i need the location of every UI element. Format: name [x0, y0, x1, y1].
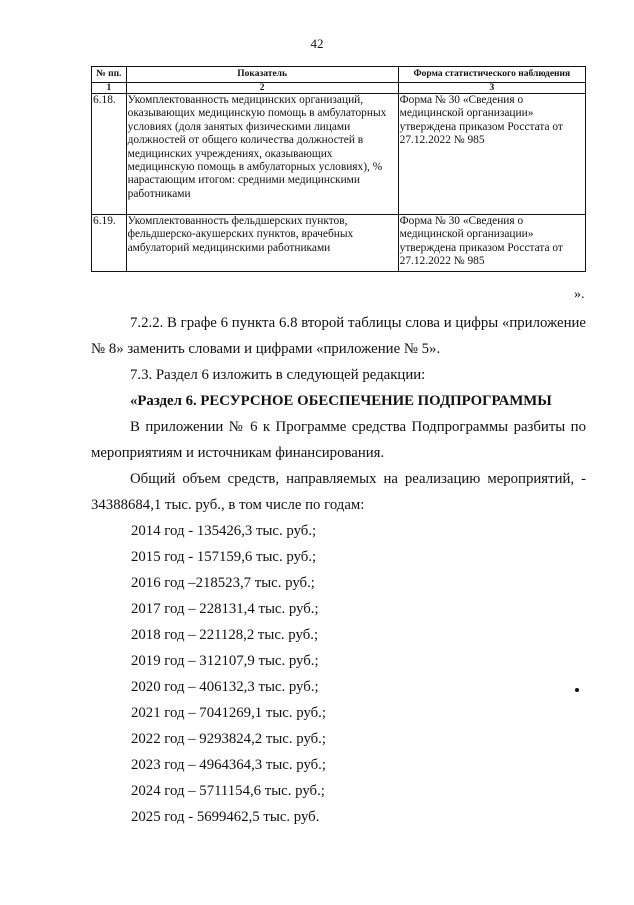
paragraph-total-line2: 34388684,1 тыс. руб., в том числе по годам:	[91, 497, 365, 513]
paragraph-7-3: 7.3. Раздел 6 изложить в следующей редакции:	[130, 367, 426, 383]
row-form: Форма № 30 «Сведения о медицинской организации» утверждена приказом Росстата от 27.12.2022 № 985	[398, 215, 585, 272]
year-amount-line: 2015 год - 157159,6 тыс. руб.;	[131, 549, 317, 565]
page-number: 42	[310, 36, 324, 51]
year-amount-line: 2020 год – 406132,3 тыс. руб.;	[131, 679, 319, 695]
row-form: Форма № 30 «Сведения о медицинской организации» утверждена приказом Росстата от 27.12.2022 № 985	[398, 94, 585, 215]
row-number: 6.19.	[92, 215, 127, 272]
header-indicator: Показатель	[126, 67, 398, 83]
year-amount-line: 2022 год – 9293824,2 тыс. руб.;	[131, 731, 326, 747]
year-amount-line: 2024 год – 5711154,6 тыс. руб.;	[131, 783, 325, 799]
row-indicator: Укомплектованность фельдшерских пунктов, фельдшерско-акушерских пунктов, врачебных амбулаторий медицинскими работниками	[126, 215, 398, 272]
row-indicator: Укомплектованность медицинских организаций, оказывающих медицинскую помощь в амбулаторных условиях (доля занятых физическими лицами должностей от общего количества должностей в медицинских учреждениях, оказывающих медицинскую помощь в амбулаторных условиях), % нарастающим итогом: средними медицинскими работниками	[126, 94, 398, 215]
column-number: 1	[92, 83, 127, 94]
year-amount-line: 2021 год – 7041269,1 тыс. руб.;	[131, 705, 326, 721]
header-num: № пп.	[92, 67, 127, 83]
indicator-table	[91, 66, 586, 272]
paragraph-appendix-line1: В приложении № 6 к Программе средства Подпрограммы разбиты по	[130, 419, 586, 435]
year-amount-line: 2017 год – 228131,4 тыс. руб.;	[131, 601, 319, 617]
paragraph-7-2-2-line2: № 8» заменить словами и цифрами «приложение № 5».	[91, 341, 441, 357]
paragraph-total-line1: Общий объем средств, направляемых на реализацию мероприятий, -	[130, 471, 586, 487]
year-amount-line: 2016 год –218523,7 тыс. руб.;	[131, 575, 315, 591]
table-row	[92, 215, 586, 272]
year-amount-line: 2018 год – 221128,2 тыс. руб.;	[131, 627, 319, 643]
column-number: 3	[398, 83, 585, 94]
table-column-numbers-row	[92, 83, 586, 94]
table-row	[92, 94, 586, 215]
paragraph-7-2-2-line1: 7.2.2. В графе 6 пункта 6.8 второй таблицы слова и цифры «приложение	[130, 315, 586, 331]
table-header-row	[92, 67, 586, 83]
year-amount-line: 2019 год – 312107,9 тыс. руб.;	[131, 653, 319, 669]
section-6-title: «Раздел 6. РЕСУРСНОЕ ОБЕСПЕЧЕНИЕ ПОДПРОГРАММЫ	[130, 393, 552, 409]
year-amount-line: 2025 год - 5699462,5 тыс. руб.	[131, 809, 320, 825]
paragraph-appendix-line2: мероприятиям и источникам финансирования.	[91, 445, 385, 461]
closing-quote: ».	[574, 287, 585, 302]
stray-dot	[575, 688, 579, 692]
year-amount-line: 2014 год - 135426,3 тыс. руб.;	[131, 523, 317, 539]
year-amount-line: 2023 год – 4964364,3 тыс. руб.;	[131, 757, 326, 773]
row-number: 6.18.	[92, 94, 127, 215]
header-form: Форма статистического наблюдения	[398, 67, 585, 83]
column-number: 2	[126, 83, 398, 94]
